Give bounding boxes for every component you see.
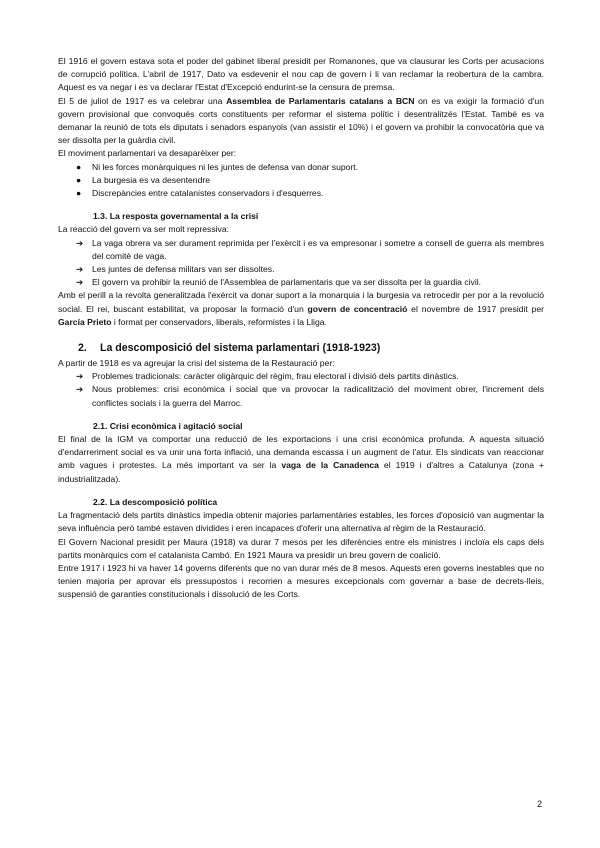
list-item <box>58 263 544 276</box>
list-item <box>58 187 544 200</box>
arrow-right-icon: ➔ <box>76 384 84 395</box>
bullet-icon: ● <box>76 161 82 172</box>
bullet-icon: ● <box>76 188 82 199</box>
list-item <box>58 237 544 263</box>
paragraph-1916-government: El 1916 el govern estava sota el poder del gabinet liberal presidit per Romanones, que va clausurar les Corts per acusacions de corrupció política. L'abril de 1917, Dato va esdevenir el nou cap de govern i li van reclamar la reobertura de la cambra. Aquest es va negar i es va declarar l'Estat d'Excepció endurint-se la censura de premsa. <box>58 56 544 93</box>
paragraph-movement-disappeared: El moviment parlamentari va desaparèixer per: <box>58 148 237 159</box>
list-item-text: El govern va prohibir la reunió de l'Assemblea de parlamentaris que va ser dissolta per la guardia civil. <box>92 277 482 288</box>
section-title: La descomposició del sistema parlamentari (1918-1923) <box>100 342 381 355</box>
bullet-icon: ● <box>76 174 82 185</box>
section-heading-2-2: 2.2. La descomposició política <box>93 496 218 507</box>
arrow-list-repression <box>58 237 544 290</box>
paragraph-1918-crisis: A partir de 1918 es va agreujar la crisi del sistema de la Restauració per: <box>58 358 335 369</box>
arrow-right-icon: ➔ <box>76 264 84 275</box>
arrow-list-problems <box>58 370 544 410</box>
arrow-right-icon: ➔ <box>76 371 84 382</box>
list-item-text: La burgesia es va desentendre <box>92 174 211 185</box>
paragraph-fragmentation: La fragmentació dels partits dinàstics impedia obtenir majories parlamentàries estables, les forces d'oposició van augmentar la seva influència però també estaven dividides i eren incapaces d'oferir una alternativa al règim de la Restauració. <box>58 510 544 534</box>
section-heading-2 <box>58 341 544 356</box>
paragraph-text-b: el novembre de 1917 presidit per <box>407 303 544 314</box>
list-item <box>58 276 544 289</box>
bullet-list-reasons <box>58 161 544 201</box>
page-number: 2 <box>537 799 543 809</box>
list-item-text: Les juntes de defensa militars van ser dissoltes. <box>92 264 275 275</box>
section-number: 2. <box>78 342 87 355</box>
vaga-canadenca-bold: vaga de la Canadenca <box>281 460 379 471</box>
list-item-text: Problemes tradicionals: caràcter oligàrquic del règim, frau electoral i divisió dels partits dinàstics. <box>92 371 459 382</box>
paragraph-assemblea <box>58 95 544 148</box>
arrow-right-icon: ➔ <box>76 277 84 288</box>
list-item-text: Discrepàncies entre catalanistes conservadors i d'esquerres. <box>92 188 324 199</box>
paragraph-text-b: el 1919 i d'altres a Catalunya (zona + industrialitzada). <box>58 460 544 484</box>
list-item-text: Ni les forces monàrquiques ni les juntes de defensa van donar suport. <box>92 161 359 172</box>
paragraph-assemblea-text-a: El 5 de juliol de 1917 es va celebrar una <box>58 95 227 106</box>
paragraph-14-governments: Entre 1917 i 1923 hi va haver 14 governs diferents que no van durar més de 8 mesos. Aquests eren governs inestables que no tenien majoria per aprovar els pressupostos i recorrien a mesures excepcionals com governar a base de decrets-lleis, suspensió de garanties constitucionals i dissolució de les Corts. <box>58 562 544 600</box>
arrow-right-icon: ➔ <box>76 237 84 248</box>
paragraph-text-a: Amb el perill a la revolta generalitzada l'exèrcit va donar suport a la monarquia i la burgesia va retrocedir per por a la revolució social. El rei, buscant estabilitat, va proposar la formació d'un <box>58 290 544 314</box>
list-item-text: Nous problemes: crisi econòmica i social que va provocar la radicalització del moviment obrer, l'increment dels conflictes socials i la guerra del Marroc. <box>92 384 544 408</box>
page-content <box>58 55 544 602</box>
list-item <box>58 161 544 174</box>
list-item <box>58 370 544 383</box>
section-heading-2-1: 2.1. Crisi econòmica i agitació social <box>93 420 243 431</box>
garcia-prieto-bold: García Prieto <box>58 316 112 327</box>
paragraph-government-reaction: La reacció del govern va ser molt repressiva: <box>58 224 229 235</box>
paragraph-text-a: El final de la IGM va comportar una reducció de les exportacions i una crisi econòmica profunda. A aquesta situació d'endarreriment social es va unir una forta inflació, una demanda escassa i un augment de l'atur. Els sindicats van reaccionar amb vagues i protestes. La més important va ser la <box>58 434 544 471</box>
paragraph-economic-crisis <box>58 433 544 486</box>
assemblea-bold: Assemblea de Parlamentaris catalans a BCN <box>226 95 415 106</box>
list-item-text: La vaga obrera va ser durament reprimida per l'exèrcit i es va empresonar i sometre a consell de guerra als membres del comitè de vaga. <box>92 237 544 261</box>
list-item <box>58 174 544 187</box>
paragraph-concentration-government <box>58 289 544 329</box>
paragraph-govern-nacional: El Govern Nacional presidit per Maura (1918) va durar 7 mesos per les diferències entre els ministres i incloïa els caps dels partits monàrquics com el catalanista Cambó. En 1921 Maura va presidir un breu govern de coalició. <box>58 536 544 560</box>
govern-concentracio-bold: govern de concentració <box>307 303 408 314</box>
list-item <box>58 383 544 409</box>
paragraph-assemblea-text-b: on es va exigir la formació d'un govern provisional que convoqués corts constituents per reformar el sistema polític i desentralitzés l'Estat. També es va demanar la reunió de tots els diputats i senadors espanyols (van assistir el 10%) i el govern va prohibir la convocatòria que va ser dissolta per la guàrdia civil. <box>58 95 544 146</box>
paragraph-text-c: i format per conservadors, liberals, reformistes i la Lliga. <box>111 316 327 327</box>
section-heading-1-3: 1.3. La resposta governamental a la crisi <box>93 211 259 222</box>
